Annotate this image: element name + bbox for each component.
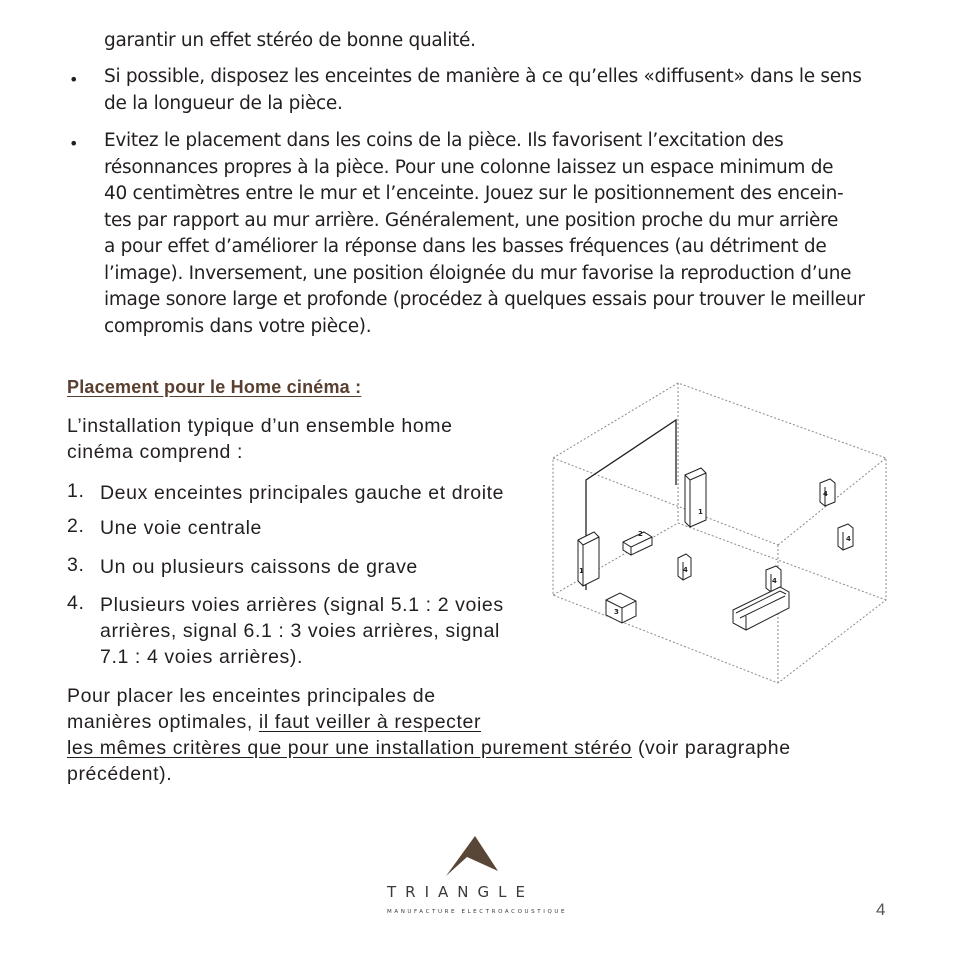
text-line: Si possible, disposez les enceintes de manière à ce qu’elles «diffusent» dans le sens bbox=[104, 66, 862, 87]
closing-paragraph bbox=[67, 683, 927, 787]
text-line: compromis dans votre pièce). bbox=[104, 315, 372, 337]
text-line: résonnances propres à la pièce. Pour une colonne laissez un espace minimum de bbox=[104, 156, 834, 178]
label-rear-b: 4 bbox=[823, 490, 828, 498]
bullet-2-text bbox=[104, 128, 865, 340]
text-line: Une voie centrale bbox=[100, 517, 262, 539]
text-line bbox=[67, 709, 927, 735]
list-item bbox=[100, 480, 504, 506]
brand-name: TRIANGLE bbox=[387, 883, 534, 901]
text-line: Plusieurs voies arrières (signal 5.1 : 2 voies bbox=[100, 594, 504, 616]
room-diagram bbox=[548, 380, 888, 690]
text-line: de la longueur de la pièce. bbox=[104, 92, 343, 114]
list-number: 1. bbox=[67, 480, 85, 502]
underlined-span: il faut veiller à respecter bbox=[258, 711, 482, 733]
label-main-right: 1 bbox=[698, 508, 703, 516]
room-outline bbox=[553, 383, 886, 683]
bullet-marker: • bbox=[69, 134, 79, 153]
text-line: image sonore large et profonde (procédez à quelques essais pour trouver le meilleur bbox=[104, 289, 865, 310]
text-line: arrières, signal 6.1 : 3 voies arrières, signal bbox=[100, 620, 500, 642]
list-item bbox=[100, 554, 418, 580]
speaker-main-right bbox=[685, 468, 706, 527]
label-main-left: 1 bbox=[579, 567, 584, 575]
sofa bbox=[733, 587, 789, 630]
label-rear-c: 4 bbox=[846, 535, 851, 543]
list-item bbox=[100, 515, 262, 541]
text-span: (voir paragraphe bbox=[631, 737, 791, 759]
text-line: Deux enceintes principales gauche et droite bbox=[100, 482, 505, 504]
label-subwoofer: 3 bbox=[614, 608, 619, 616]
text-line: L’installation typique d’un ensemble home bbox=[67, 415, 453, 437]
text-line: Evitez le placement dans les coins de la pièce. Ils favorisent l’excitation des bbox=[104, 130, 784, 151]
section-heading: Placement pour le Home cinéma : bbox=[67, 377, 362, 397]
text-line bbox=[67, 735, 927, 761]
label-rear-d: 4 bbox=[772, 577, 777, 585]
triangle-logo-icon bbox=[445, 834, 501, 878]
intro-continuation: garantir un effet stéréo de bonne qualité. bbox=[104, 30, 476, 51]
speaker-main-left bbox=[578, 532, 599, 586]
brand-tagline: MANUFACTURE ELECTROACOUSTIQUE bbox=[387, 909, 568, 915]
page-number: 4 bbox=[876, 900, 886, 919]
speaker-subwoofer bbox=[606, 593, 636, 623]
text-line: l’image). Inversement, une position éloignée du mur favorise la reproduction d’une bbox=[104, 262, 852, 284]
text-span: manières optimales, bbox=[67, 711, 259, 733]
underlined-span: les mêmes critères que pour une installation purement stéréo bbox=[67, 737, 632, 759]
text-line: cinéma comprend : bbox=[67, 441, 244, 463]
label-rear-a: 4 bbox=[683, 566, 688, 574]
bullet-1-text bbox=[104, 64, 862, 117]
text-line: tes par rapport au mur arrière. Généralement, une position proche du mur arrière bbox=[104, 209, 839, 231]
home-cinema-intro bbox=[67, 413, 453, 465]
list-number: 3. bbox=[67, 554, 85, 576]
text-line: Pour placer les enceintes principales de bbox=[67, 685, 436, 707]
text-line: 7.1 : 4 voies arrières). bbox=[100, 646, 303, 668]
text-line: Un ou plusieurs caissons de grave bbox=[100, 556, 418, 578]
bullet-marker: • bbox=[69, 70, 79, 89]
list-number: 4. bbox=[67, 592, 85, 614]
list-number: 2. bbox=[67, 515, 85, 537]
text-line: précédent). bbox=[67, 763, 173, 785]
text-line: a pour effet d’améliorer la réponse dans les basses fréquences (au détriment de bbox=[104, 236, 827, 257]
label-center: 2 bbox=[638, 530, 643, 538]
text-line: 40 centimètres entre le mur et l’enceinte. Jouez sur le positionnement des encein- bbox=[104, 183, 844, 204]
list-item bbox=[100, 592, 504, 670]
